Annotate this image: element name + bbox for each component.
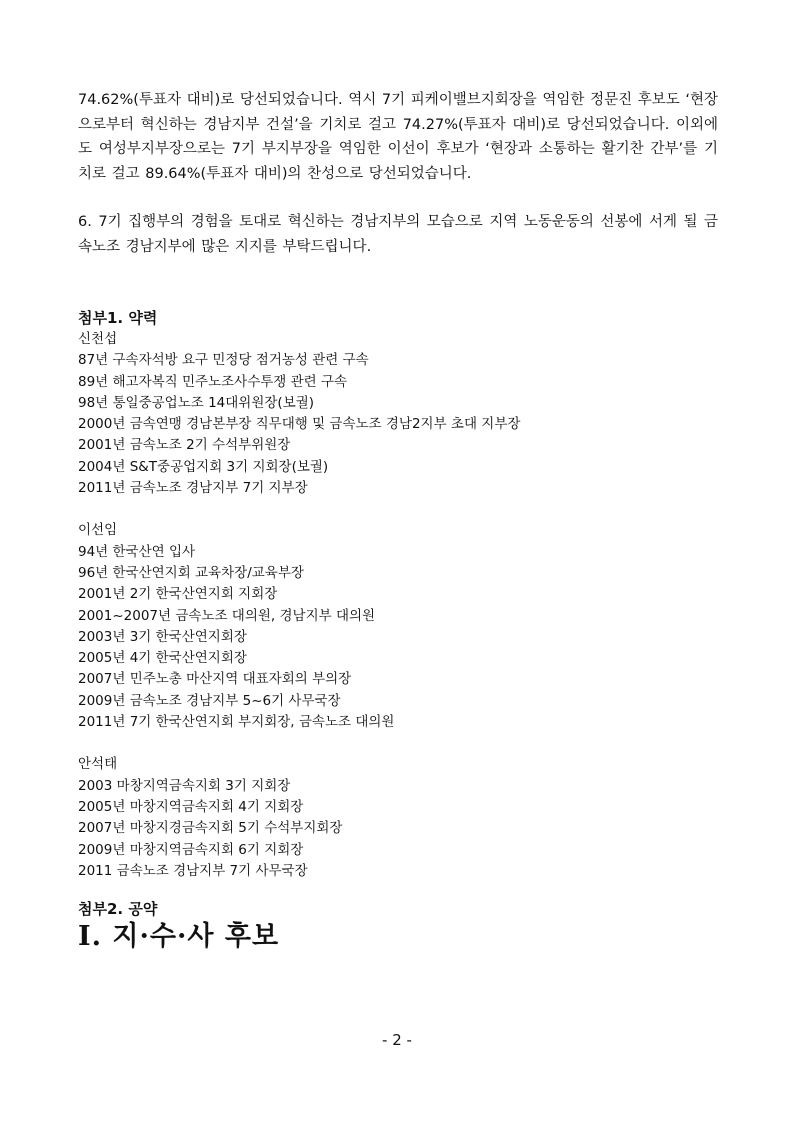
person-group: [78, 520, 718, 733]
document-page: [78, 88, 718, 954]
history-item: 2000년 금속연맹 경남본부장 직무대행 및 금속노조 경남2지부 초대 지부장: [78, 416, 521, 433]
person-group: [78, 329, 718, 499]
person-group: [78, 754, 718, 882]
biography-list: [78, 329, 718, 882]
history-item: 2009년 금속노조 경남지부 5~6기 사무국장: [78, 692, 341, 709]
attachment-2-title: 첨부2. 공약: [78, 900, 158, 919]
history-item: 2007년 민주노총 마산지역 대표자회의 부의장: [78, 671, 352, 688]
history-item: 2001년 금속노조 2기 수석부위원장: [78, 437, 291, 454]
history-item: 2007년 마창지경금속지회 5기 수석부지회장: [78, 820, 343, 837]
history-item: 2005년 4기 한국산연지회장: [78, 650, 247, 667]
history-item: 2011년 금속노조 경남지부 7기 지부장: [78, 480, 308, 497]
person-name: 신천섭: [78, 331, 118, 347]
attachment-1-title: 첨부1. 약력: [78, 309, 158, 327]
history-item: 2005년 마창지역금속지회 4기 지회장: [78, 798, 304, 815]
history-item: 2003 마창지역금속지회 3기 지회장: [78, 777, 291, 794]
paragraph-item-6: 6. 7기 집행부의 경험을 토대로 혁신하는 경남지부의 모습으로 지역 노동운동의 선봉에 서게 될 금속노조 경남지부에 많은 지지를 부탁드립니다.: [78, 214, 718, 255]
history-item: 2003년 3기 한국산연지회장: [78, 628, 247, 645]
history-item: 2001~2007년 금속노조 대의원, 경남지부 대의원: [78, 607, 376, 624]
history-item: 94년 한국산연 입사: [78, 543, 196, 560]
history-list: [78, 776, 718, 882]
paragraph-continuation: 74.62%(투표자 대비)로 당선되었습니다. 역시 7기 피케이밸브지회장을 역임한 정문진 후보도 ‘현장으로부터 혁신하는 경남지부 건설’을 기치로 걸고 74.27%(투표자 대비)로 당선되었습니다. 이외에도 여성부지부장으로는 7기 부지부장을 역임한 이선이 후보가 ‘현장과 소통하는 활기찬 간부’를 기치로 걸고 89.64%(투표자 대비)의 찬성으로 당선되었습니다.: [78, 92, 718, 182]
history-list: [78, 542, 718, 734]
history-item: 2001년 2기 한국산연지회 지회장: [78, 586, 278, 603]
history-item: 96년 한국산연지회 교육차장/교육부장: [78, 564, 304, 581]
history-item: 2009년 마창지역금속지회 6기 지회장: [78, 841, 304, 858]
person-name: 이선임: [78, 522, 118, 539]
person-name: 안석태: [78, 756, 118, 773]
history-item: 2011년 7기 한국산연지회 부지회장, 금속노조 대의원: [78, 714, 395, 731]
history-item: 2011 금속노조 경남지부 7기 사무국장: [78, 862, 308, 879]
history-item: 98년 통일중공업노조 14대위원장(보궐): [78, 394, 315, 411]
history-item: 2004년 S&T중공업지회 3기 지회장(보궐): [78, 458, 329, 475]
history-item: 89년 해고자복직 민주노조사수투쟁 관련 구속: [78, 373, 348, 390]
history-item: 87년 구속자석방 요구 민정당 점거농성 관련 구속: [78, 352, 369, 369]
page-number: - 2 -: [382, 1031, 412, 1049]
history-list: [78, 350, 718, 499]
section-heading: Ⅰ. 지·수·사 후보: [78, 921, 280, 953]
